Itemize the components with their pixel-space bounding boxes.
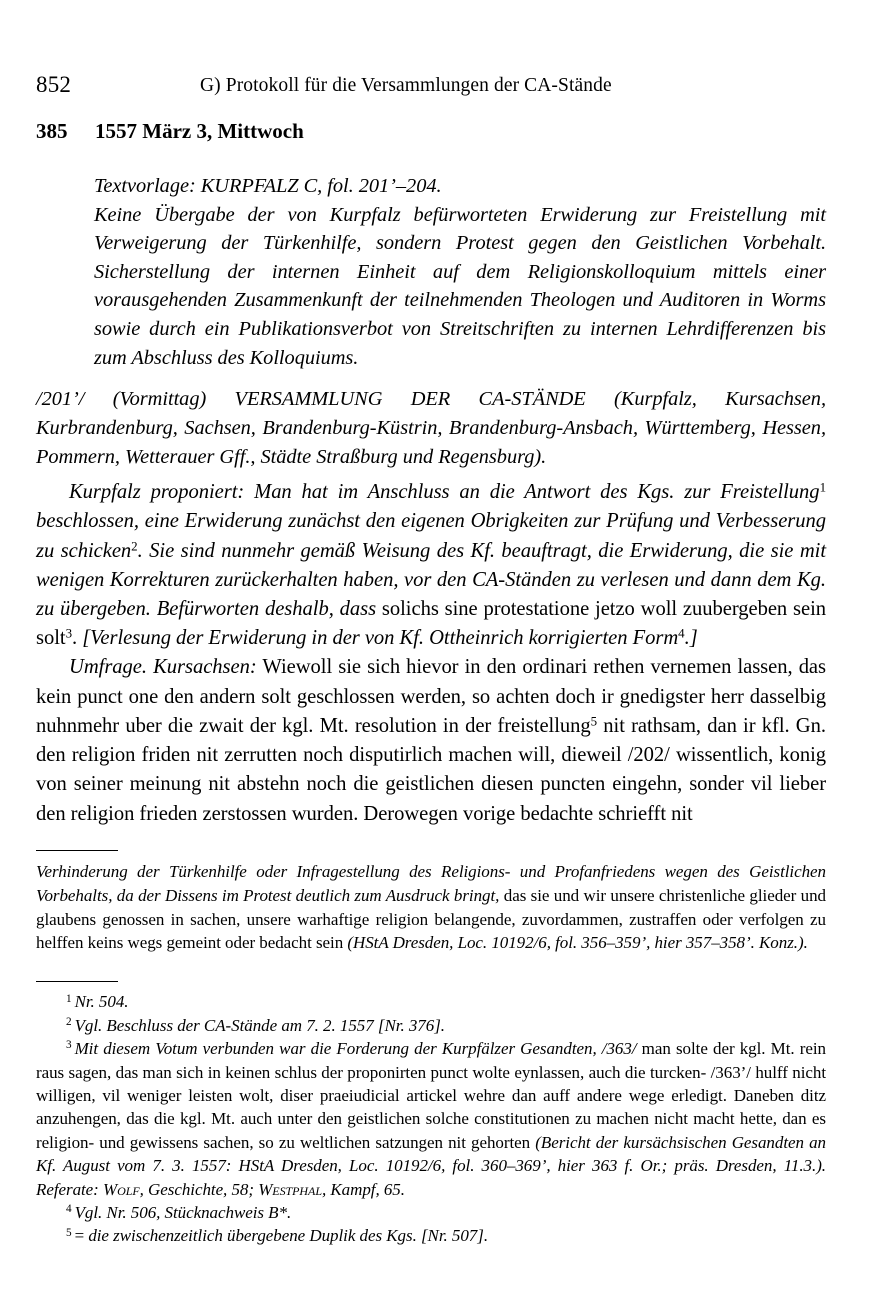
apparatus-rule (36, 850, 118, 851)
roman-run: = (74, 1226, 89, 1246)
italic-run: die zwischenzeitlich übergebene Duplik des Kgs. [Nr. 507]. (88, 1226, 489, 1246)
footnote-marker: 2 (66, 1015, 72, 1028)
footnote-item (36, 1014, 826, 1037)
regest-block (94, 172, 826, 372)
italic-run: Umfrage. Kursachsen: (69, 656, 257, 679)
footnote-reference: 1 (819, 479, 826, 495)
footnote-marker: 1 (66, 992, 72, 1005)
italic-run: Kurpfalz proponiert: Man hat im Anschluss an die Antwort des Kgs. zur Freistellung (69, 481, 820, 504)
apparatus-block (36, 850, 826, 955)
running-head-title: G) Protokoll für die Versammlungen der CA-Stände (200, 75, 612, 96)
italic-run: .] (684, 627, 698, 650)
page-number: 852 (36, 72, 72, 97)
small-caps-run: Westphal (258, 1179, 322, 1199)
roman-run: man solte der kgl. Mt. rein raus sagen, das man sich in keinen schlus der proponirten punct wolte eynlassen, auch die turcken- /363’/ hulff nicht willigen, vil weniger leisten wolt, diser praeiudicial artickel wehre dan auff andere wege erledigt. Daneben ditz anzuhengen, das die kgl. Mt. auch unter den geistlichen solche constitutionen zu machen nicht macht hette, dan es religion- und gewissens sachen, so zu weltlichen satzungen nit gehorten (36, 1039, 826, 1152)
section-title-text: 1557 März 3, Mittwoch (95, 119, 304, 143)
paragraph-umfrage-kursachsen (36, 653, 826, 828)
small-caps-run: Wolf (103, 1179, 140, 1199)
italic-run: [Verlesung der Erwiderung in der von Kf. Ottheinrich korrigierten Form (82, 627, 679, 650)
assembly-heading-paragraph: /201’/ (Vormittag) VERSAMMLUNG DER CA-STÄNDE (Kurpfalz, Kursachsen, Kurbrandenburg, Sachsen, Brandenburg-Küstrin, Brandenburg-Ansbach, Württemberg, Hessen, Pommern, Wetterauer Gff., Städte Straßburg und Regensburg). (36, 388, 826, 468)
roman-run: . (72, 627, 83, 650)
footnote-rule (36, 981, 118, 982)
section-number: 385 (36, 119, 68, 143)
paragraph-kurpfalz-proponiert (36, 478, 826, 653)
roman-run: nit rathsam, dan ir kfl. Gn. den religion friden nit zerrutten noch disputirlich machen will, dieweil /202/ wissentlich, konig von seiner meinung nit abstehn noch die geistlichen diesen puncten eingehn, sonder vil lieber den religion frieden zerstossen wurden. Derowegen vorige bedachte schriefft nit (36, 714, 826, 825)
italic-run: Vgl. Nr. 506, Stücknachweis B*. (74, 1203, 292, 1223)
italic-run: (HStA Dresden, Loc. 10192/6, fol. 356–359’, hier 357–358’. Konz.). (347, 933, 808, 953)
footnote-item (36, 1037, 826, 1201)
footnote-reference: 2 (131, 537, 138, 553)
footnote-item (36, 1224, 826, 1247)
section-heading (36, 118, 826, 144)
spacer (36, 372, 826, 385)
footnote-reference: 3 (65, 625, 72, 641)
regest-summary: Keine Übergabe der von Kurpfalz befürworteten Erwiderung zur Freistellung mit Verweigerung der Türkenhilfe, sondern Protest gegen den Geistlichen Vorbehalt. Sicherstellung der internen Einheit auf dem Religionskolloquium mittels einer vorausgehenden Zusammenkunft der teilnehmenden Theologen und Auditoren in Worms sowie durch ein Publikationsverbot von Streitschriften zu internen Lehrdifferenzen bis zum Abschluss des Kolloquiums. (94, 203, 826, 369)
roman-run: das sie und wir unsere christenliche glieder und glaubens genossen in sachen, unsere warhaftige religion belangende, zuvordammen, zustraffen oder verfolgen zu helffen keins wegs gemeint oder bedacht sein (36, 885, 826, 953)
footnote-item (36, 990, 826, 1013)
footnote-reference: 4 (678, 625, 685, 641)
footnote-reference: 5 (590, 713, 598, 729)
italic-run: beschlossen, eine Erwiderung zunächst den eigenen Obrigkeiten zur Prüfung und Verbesserung zu schicken (36, 510, 826, 562)
footnote-marker: 4 (66, 1203, 72, 1216)
italic-run: Nr. 504. (74, 992, 129, 1012)
footnotes-block (36, 981, 826, 1248)
spacer (36, 471, 826, 478)
italic-run: Vgl. Beschluss der CA-Stände am 7. 2. 1557 [Nr. 376]. (74, 1015, 445, 1035)
italic-run: . Sie sind nunmehr gemäß Weisung des Kf. beauftragt, die Erwiderung, die sie mit wenigen Korrekturen zurückerhalten haben, vor den CA-Ständen zu verlesen und dann dem Kg. zu übergeben. Befürworten deshalb, dass (36, 539, 826, 621)
footnote-marker: 5 (66, 1226, 72, 1239)
running-head (36, 72, 826, 98)
footnote-marker: 3 (66, 1039, 72, 1052)
footnote-list (36, 990, 826, 1247)
roman-run: solichs sine protestatione jetzo woll zuubergeben sein solt (36, 598, 827, 650)
italic-run: Verhinderung der Türkenhilfe oder Infragestellung des Religions- und Profanfriedens wegen des Geistlichen Vorbehalts, da der Dissens im Protest deutlich zum Ausdruck bringt, (36, 862, 826, 905)
apparatus-text (36, 860, 826, 954)
italic-run: , Geschichte, 58; (139, 1179, 259, 1199)
footnote-item (36, 1201, 826, 1224)
textvorlage-line: Textvorlage: KURPFALZ C, fol. 201’–204. (94, 175, 442, 197)
italic-run: (Bericht der kursächsischen Gesandten an Kf. August vom 7. 3. 1557: HStA Dresden, Loc. 10192/6, fol. 360–369’, hier 363 f. Or.; präs. Dresden, 11.3.). Referate: (36, 1132, 827, 1199)
italic-run: , Kampf, 65. (321, 1179, 405, 1199)
roman-run: Wiewoll sie sich hievor in den ordinari rethen vernemen lassen, das kein punct one den andern solt geschlossen werden, so achten doch ir gnedigster herr dasselbig nuhnmehr uber die zwait der kgl. Mt. resolution in der freistellung (36, 656, 826, 737)
main-text-column (36, 172, 826, 829)
italic-run: Mit diesem Votum verbunden war die Forderung der Kurpfälzer Gesandten, /363/ (74, 1039, 637, 1059)
